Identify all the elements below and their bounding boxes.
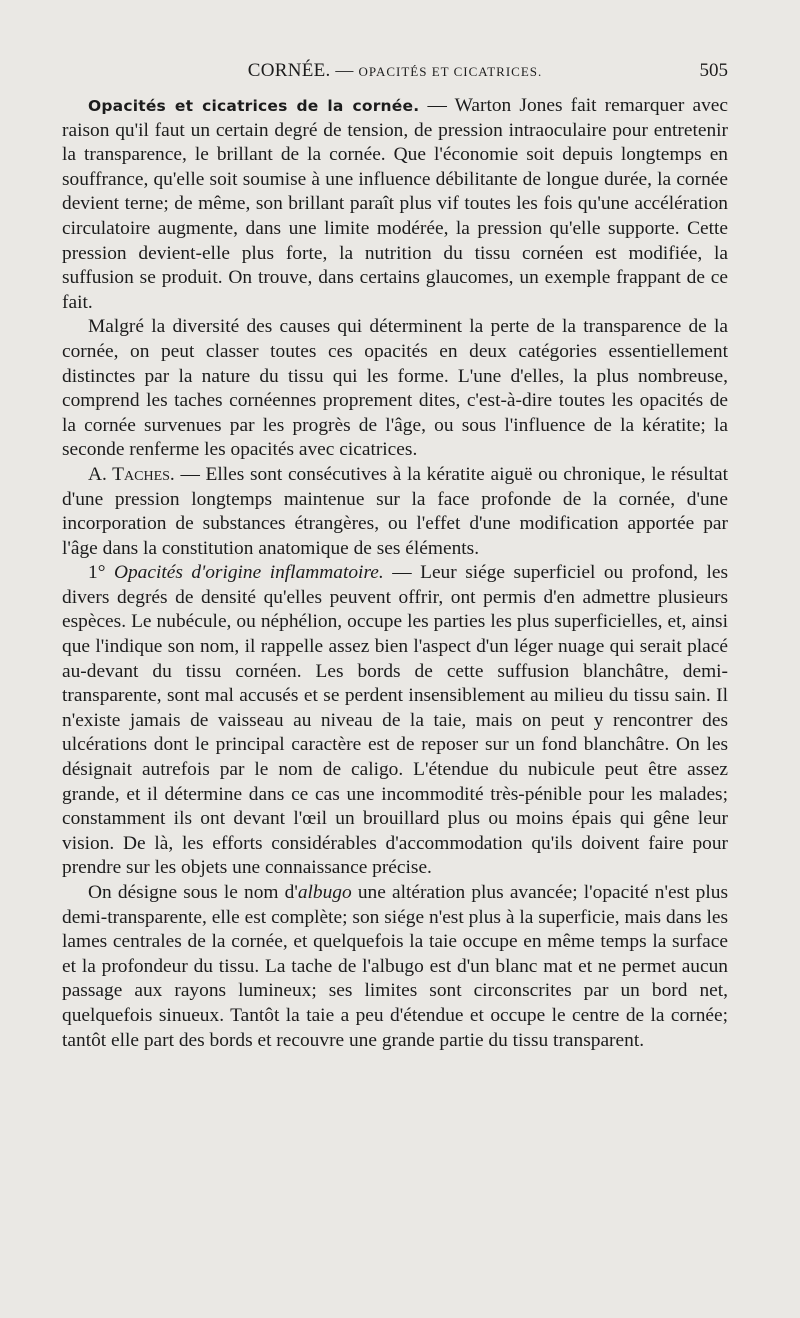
body-text	[62, 94, 728, 1053]
header-subtitle: OPACITÉS ET CICATRICES.	[358, 64, 543, 79]
item-number: 1°	[88, 562, 114, 584]
paragraph-classification	[62, 315, 728, 463]
paragraph-lead: On désigne sous le nom d'	[88, 882, 298, 903]
section-heading: Opacités et cicatrices de la cornée.	[88, 97, 420, 115]
paragraph-text: — Warton Jones fait remarquer avec raison qu'il faut un certain degré de tension, de pression intraoculaire pour entretenir la transparence, le brillant de la cornée. Que l'économie soit depuis longtemps en souffrance, qu'elle soit soumise à une influence débilitante de longue durée, la cornée devient terne; de même, son brillant paraît plus vif toutes les fois qu'une accélération circulatoire augmente, dans une limite modérée, la pression qu'elle supporte. Cette pression devient-elle plus forte, la nutrition du tissu cornéen est modifiée, la suffusion se produit. On trouve, dans certains glaucomes, un exemple frappant de ce fait.	[62, 95, 728, 313]
item-title: Opacités d'origine inflammatoire.	[113, 562, 384, 584]
paragraph-albugo	[62, 881, 728, 1053]
paragraph-text: — Leur siége superficiel ou profond, les divers degrés de densité qu'elles peuvent offrir, ont permis d'en admettre plusieurs espèces. Le nubécule, ou néphélion, occupe les parties les plus superficielles, et, ainsi que l'indique son nom, il rappelle assez bien l'aspect d'un léger nuage qui serait placé au-devant du tissu cornéen. Les bords de cette suffusion blanchâtre, demi-transparente, sont mal accusés et se perdent insensiblement au milieu du tissu sain. Il n'existe jamais de vaisseau au niveau de la taie, mais on peut y rencontrer des ulcérations dont le principal caractère est de reposer sur un fond blanchâtre. On les désignait autrefois par le nom de caligo. L'étendue du nubicule peut être assez grande, et il détermine dans ce cas une incommodité très-pénible pour les malades; constamment ils ont devant l'œil un brouillard plus ou moins épais qui gêne leur vision. De là, les efforts considérables d'accommodation qu'ils doivent faire pour prendre sur les objets une connaissance précise.	[62, 562, 729, 879]
header-title: CORNÉE.	[247, 60, 331, 81]
paragraph-text: — Elles sont consécutives à la kératite aiguë ou chronique, le résultat d'une pression longtemps maintenue sur la face profonde de la cornée, d'une incorporation de substances étrangères, ou l'effet d'une modification apportée par l'âge dans la constitution anatomique de ses éléments.	[62, 463, 728, 559]
paragraph-text: Malgré la diversité des causes qui déterminent la perte de la transparence de la cornée, on peut classer toutes ces opacités en deux catégories essentiellement distinctes par la nature du tissu qui les forme. L'une d'elles, la plus nombreuse, comprend les taches cornéennes proprement dites, c'est-à-dire toutes les opacités de la cornée survenues par les progrès de l'âge, ou sous l'influence de la kératite; la seconde renferme les opacités avec cicatrices.	[62, 316, 728, 461]
page-number: 505	[699, 60, 728, 81]
running-title	[62, 60, 728, 82]
subsection-label: A. Taches.	[88, 463, 175, 485]
page-header	[62, 60, 728, 86]
term-albugo: albugo	[297, 882, 352, 903]
paragraph-opacites	[62, 94, 728, 315]
paragraph-text: une altération plus avancée; l'opacité n'est plus demi-transparente, elle est complète; son siége n'est plus à la superficie, mais dans les lames centrales de la cornée, et quelquefois la taie occupe en même temps la surface et la profondeur du tissu. La tache de l'albugo est d'un blanc mat et ne permet aucun passage aux rayons lumineux; ses limites sont circonscrites par un bord net, quelquefois sinueux. Tantôt la taie a peu d'étendue et occupe le centre de la cornée; tantôt elle part des bords et recouvre une grande partie du tissu transparent.	[62, 882, 728, 1051]
paragraph-taches	[62, 463, 728, 561]
header-dash: —	[335, 60, 354, 80]
paragraph-inflammatoire	[62, 561, 728, 881]
